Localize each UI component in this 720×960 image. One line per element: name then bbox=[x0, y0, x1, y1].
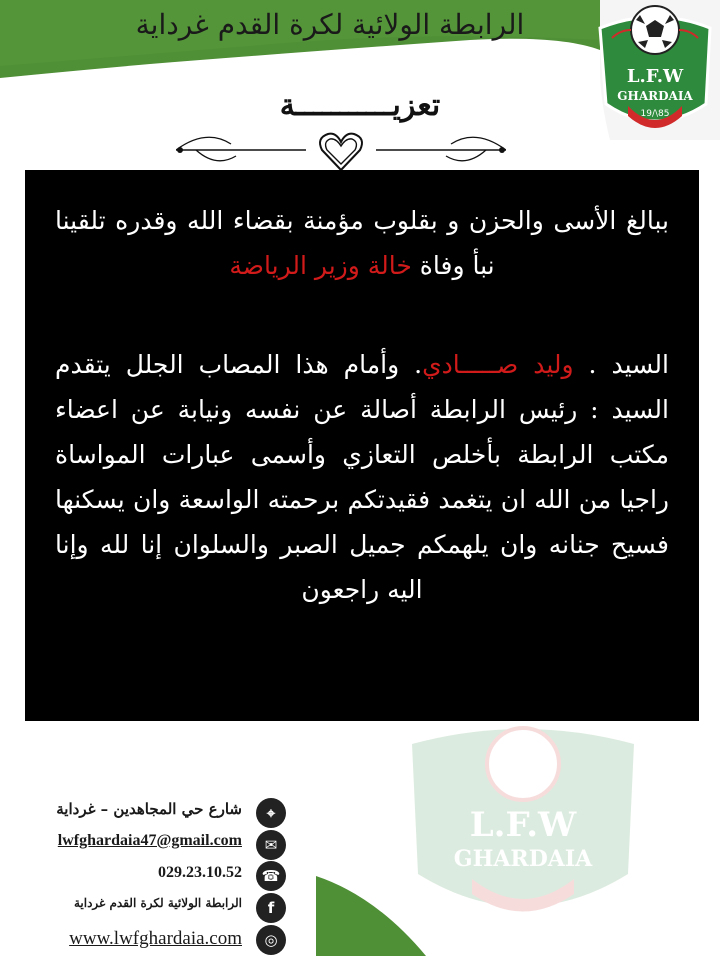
address-text: شارع حي المجاهدين – غرداية bbox=[56, 800, 242, 818]
fax-icon: ☎ bbox=[256, 861, 286, 891]
watermark-logo bbox=[392, 724, 654, 924]
lfw-logo bbox=[590, 0, 720, 140]
logo-city: GHARDAIA bbox=[617, 89, 693, 103]
subject-title: تعزيـــــــــــة bbox=[279, 88, 441, 123]
message-text: ببالغ الأسى والحزن و بقلوب مؤمنة بقضاء الله وقدره تلقينا نبأ وفاة bbox=[55, 206, 669, 280]
relative-name: خالة وزير الرياضة bbox=[229, 251, 412, 280]
phone-text: 029.23.10.52 bbox=[158, 864, 242, 881]
email-icon: ✉ bbox=[256, 830, 286, 860]
svg-text:L.F.W: L.F.W bbox=[469, 805, 577, 845]
org-name-text: الرابطة الولائية لكرة القدم غرداية bbox=[73, 896, 242, 910]
condolence-message-box bbox=[25, 170, 699, 721]
message-paragraph-2 bbox=[55, 342, 669, 612]
message-text: السيد . bbox=[573, 350, 669, 379]
heart-icon bbox=[320, 134, 362, 170]
ornament-divider bbox=[176, 118, 506, 178]
logo-year: 19/\85 bbox=[640, 109, 670, 119]
minister-name: وليد صـــــادي bbox=[422, 350, 574, 379]
web-icon[interactable]: ◎ bbox=[256, 925, 286, 955]
contact-icons bbox=[256, 798, 288, 956]
logo-text: L.F.W bbox=[626, 66, 684, 87]
message-paragraph-1 bbox=[55, 198, 669, 288]
contact-info bbox=[12, 800, 242, 960]
location-icon: ⌖ bbox=[256, 798, 286, 828]
corner-decoration bbox=[316, 876, 426, 956]
message-text: . وأمام هذا المصاب الجلل يتقدم السيد : رئيس الرابطة أصالة عن نفسه ونيابة عن اعضاء مكتب الرابطة بأخلص التعازي وأسمى عبارات المواساة راجيا من الله ان يتغمد فقيدتكم برحمته الواسعة وان يسكنها فسيح جنانه وان يلهمكم جميل الصبر والسلوان إنا لله وإنا اليه راجعون bbox=[55, 350, 669, 604]
facebook-icon[interactable]: f bbox=[256, 893, 286, 923]
svg-text:GHARDAIA: GHARDAIA bbox=[453, 846, 593, 872]
website-link[interactable]: www.lwfghardaia.com bbox=[69, 928, 242, 949]
email-link[interactable]: lwfghardaia47@gmail.com bbox=[57, 832, 242, 849]
header-title: الرابطة الولائية لكرة القدم غرداية bbox=[135, 8, 525, 41]
